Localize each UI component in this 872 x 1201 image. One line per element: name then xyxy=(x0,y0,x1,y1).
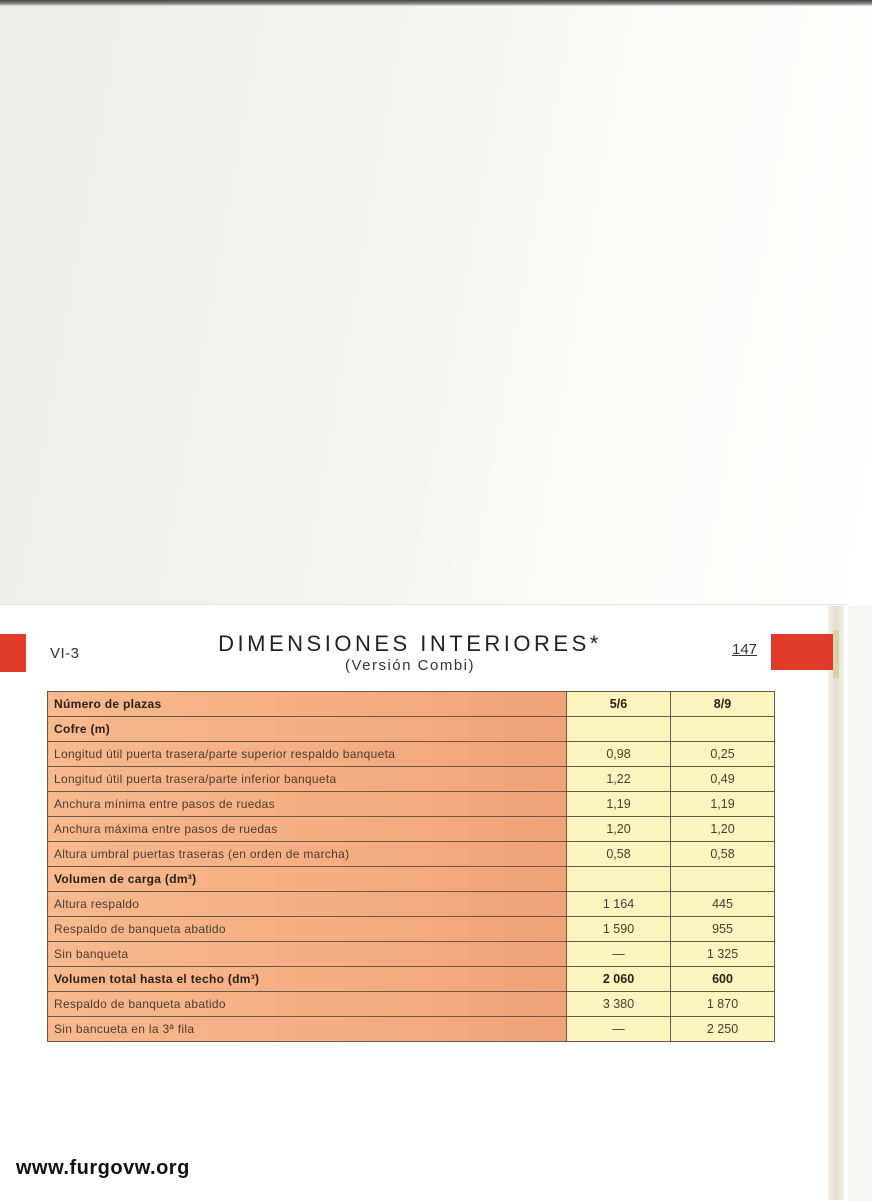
section-code: VI-3 xyxy=(50,645,80,662)
table-row xyxy=(48,992,775,1017)
value-5-6-seats: 3 380 xyxy=(567,992,671,1017)
row-label: Altura respaldo xyxy=(48,892,567,917)
value-5-6-seats: 1 590 xyxy=(567,917,671,942)
table-row xyxy=(48,692,775,717)
row-label: Volumen de carga (dm³) xyxy=(48,867,567,892)
page-title: DIMENSIONES INTERIORES* xyxy=(218,631,602,656)
page-stack-edge xyxy=(828,606,844,1200)
value-8-9-seats xyxy=(671,867,775,892)
value-8-9-seats: 600 xyxy=(671,967,775,992)
value-8-9-seats: 445 xyxy=(671,892,775,917)
blank-page-area xyxy=(0,6,872,606)
table-row xyxy=(48,767,775,792)
row-label: Anchura mínima entre pasos de ruedas xyxy=(48,792,567,817)
section-tab-left xyxy=(0,634,26,672)
value-8-9-seats: 8/9 xyxy=(671,692,775,717)
table-row xyxy=(48,792,775,817)
value-5-6-seats: — xyxy=(567,1017,671,1042)
table-row xyxy=(48,742,775,767)
table-row xyxy=(48,842,775,867)
row-label: Sin bancueta en la 3ª fila xyxy=(48,1017,567,1042)
table-row xyxy=(48,917,775,942)
table-row xyxy=(48,717,775,742)
page-number: 147 xyxy=(732,641,758,658)
value-8-9-seats: 1 870 xyxy=(671,992,775,1017)
value-8-9-seats: 1 325 xyxy=(671,942,775,967)
row-label: Número de plazas xyxy=(48,692,567,717)
value-5-6-seats: 0,98 xyxy=(567,742,671,767)
row-label: Cofre (m) xyxy=(48,717,567,742)
value-8-9-seats: 0,25 xyxy=(671,742,775,767)
value-8-9-seats xyxy=(671,717,775,742)
value-5-6-seats: 2 060 xyxy=(567,967,671,992)
row-label: Altura umbral puertas traseras (en orden de marcha) xyxy=(48,842,567,867)
table-row xyxy=(48,867,775,892)
value-5-6-seats: 5/6 xyxy=(567,692,671,717)
value-5-6-seats: 1,20 xyxy=(567,817,671,842)
row-label: Longitud útil puerta trasera/parte inferior banqueta xyxy=(48,767,567,792)
value-8-9-seats: 1,19 xyxy=(671,792,775,817)
value-5-6-seats: 1 164 xyxy=(567,892,671,917)
page-subtitle: (Versión Combi) xyxy=(344,657,476,674)
value-5-6-seats: 1,22 xyxy=(567,767,671,792)
value-5-6-seats: 0,58 xyxy=(567,842,671,867)
value-8-9-seats: 955 xyxy=(671,917,775,942)
value-8-9-seats: 0,58 xyxy=(671,842,775,867)
table-row xyxy=(48,942,775,967)
table-row xyxy=(48,892,775,917)
row-label: Respaldo de banqueta abatido xyxy=(48,917,567,942)
value-5-6-seats xyxy=(567,717,671,742)
row-label: Sin banqueta xyxy=(48,942,567,967)
value-5-6-seats: — xyxy=(567,942,671,967)
tab-edge-marker xyxy=(833,630,839,678)
row-label: Longitud útil puerta trasera/parte superior respaldo banqueta xyxy=(48,742,567,767)
watermark-url: www.furgovw.org xyxy=(16,1157,190,1179)
value-5-6-seats: 1,19 xyxy=(567,792,671,817)
interior-dimensions-table xyxy=(47,691,775,1042)
row-label: Volumen total hasta el techo (dm³) xyxy=(48,967,567,992)
section-tab-right xyxy=(771,634,833,670)
row-label: Respaldo de banqueta abatido xyxy=(48,992,567,1017)
value-8-9-seats: 1,20 xyxy=(671,817,775,842)
table-row xyxy=(48,967,775,992)
table-row xyxy=(48,817,775,842)
value-5-6-seats xyxy=(567,867,671,892)
row-label: Anchura máxima entre pasos de ruedas xyxy=(48,817,567,842)
value-8-9-seats: 0,49 xyxy=(671,767,775,792)
table-row xyxy=(48,1017,775,1042)
value-8-9-seats: 2 250 xyxy=(671,1017,775,1042)
